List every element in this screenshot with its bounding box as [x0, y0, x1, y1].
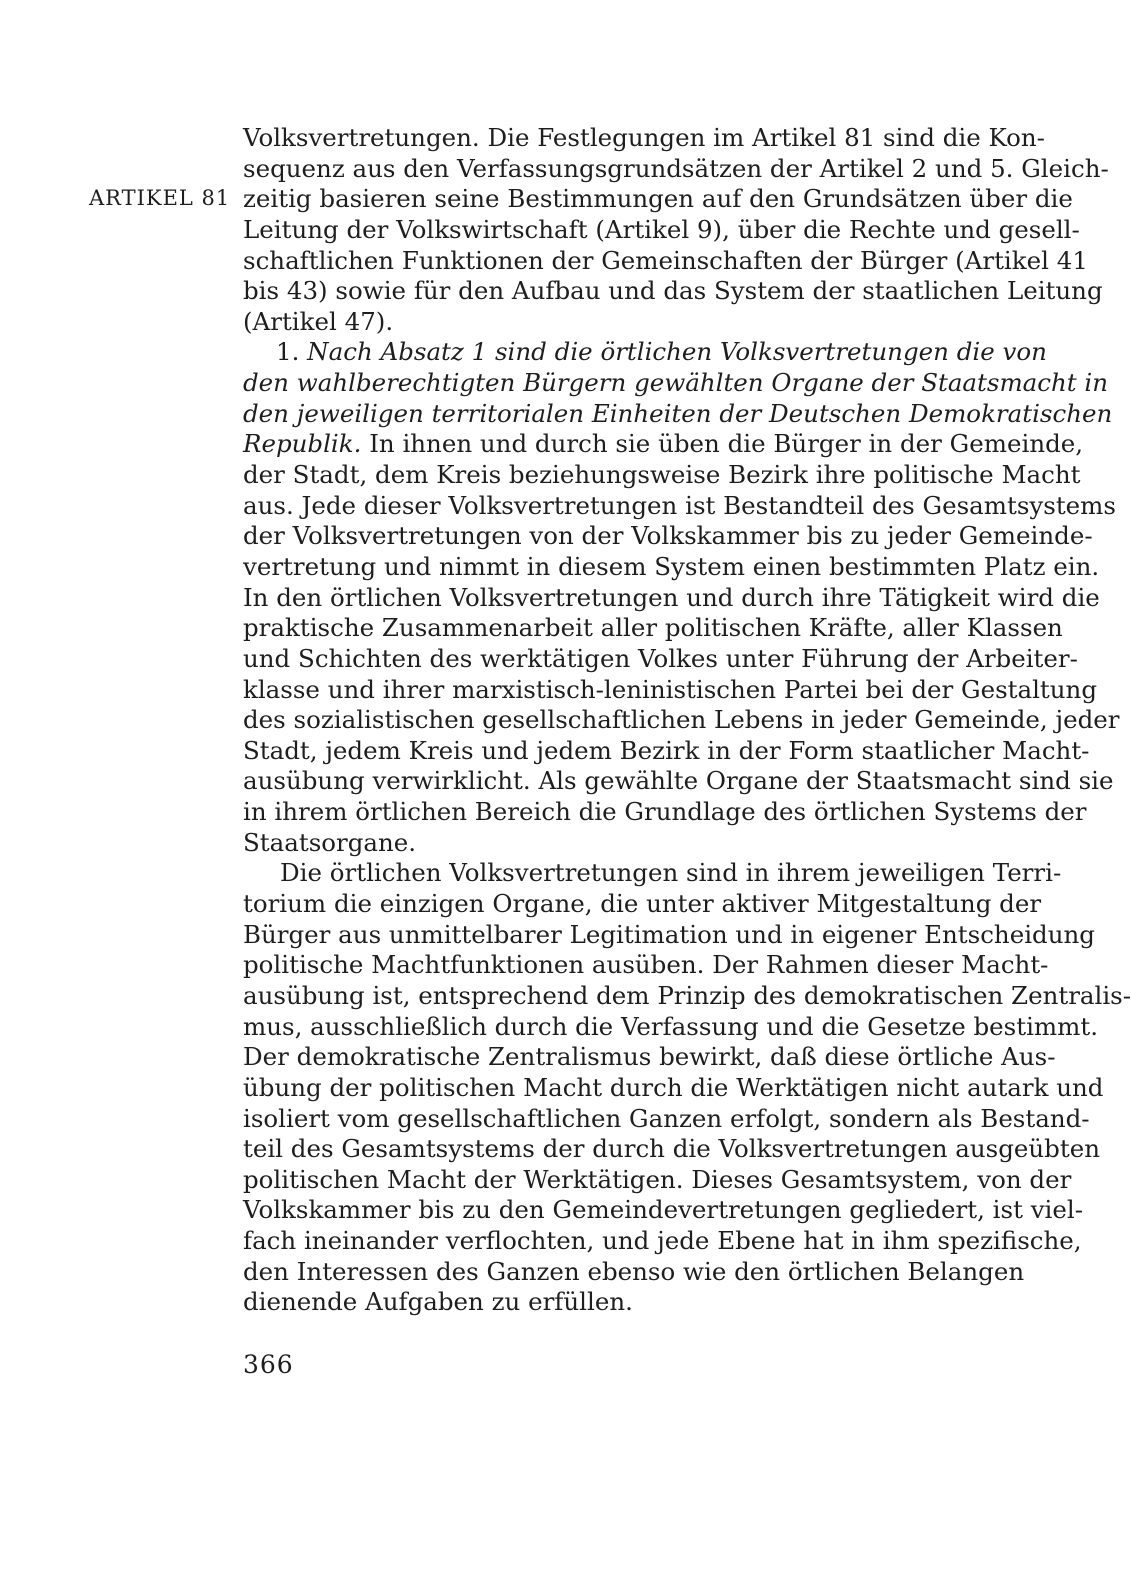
text-line: den wahlberechtigten Bürgern gewählten Organe der Staatsmacht in — [243, 368, 1109, 398]
margin-article-label: ARTIKEL 81 — [89, 186, 231, 210]
text-line — [243, 429, 1084, 460]
text-line: des sozialistischen gesellschaftlichen Lebens in jeder Gemeinde, jeder — [243, 705, 1120, 735]
text-line: Volkskammer bis zu den Gemeindevertretungen gegliedert, ist viel- — [243, 1195, 1084, 1225]
text-line: übung der politischen Macht durch die Werktätigen nicht autark und — [243, 1072, 1104, 1102]
text-line: und Schichten des werktätigen Volkes unter Führung der Arbeiter- — [243, 643, 1078, 673]
text-line: mus, ausschließlich durch die Verfassung und die Gesetze bestimmt. — [243, 1011, 1099, 1041]
text-line: ausübung ist, entsprechend dem Prinzip des demokratischen Zentralis- — [243, 980, 1131, 1010]
text-line: bis 43) sowie für den Aufbau und das System der staatlichen Leitung — [243, 276, 1103, 306]
text-line: praktische Zusammenarbeit aller politischen Kräfte, aller Klassen — [243, 613, 1063, 643]
section-number: 1. — [276, 337, 308, 367]
regular-text: In ihnen und durch sie üben die Bürger in der Gemeinde, — [361, 429, 1084, 459]
text-line: isoliert vom gesellschaftlichen Ganzen erfolgt, sondern als Bestand- — [243, 1103, 1090, 1133]
text-line: ausübung verwirklicht. Als gewählte Organe der Staatsmacht sind sie — [243, 766, 1114, 796]
text-line: Der demokratische Zentralismus bewirkt, daß diese örtliche Aus- — [243, 1042, 1056, 1072]
text-line: schaftlichen Funktionen der Gemeinschaften der Bürger (Artikel 41 — [243, 245, 1088, 275]
text-line: in ihrem örtlichen Bereich die Grundlage des örtlichen Systems der — [243, 797, 1087, 827]
text-line: den jeweiligen territorialen Einheiten der Deutschen Demokratischen — [243, 398, 1113, 428]
text-line: klasse und ihrer marxistisch-leninistischen Partei bei der Gestaltung — [243, 674, 1098, 704]
page-number: 366 — [243, 1350, 294, 1379]
text-line: zeitig basieren seine Bestimmungen auf den Grundsätzen über die — [243, 184, 1073, 214]
paragraph-body — [243, 858, 1131, 1318]
text-line: In den örtlichen Volksvertretungen und durch ihre Tätigkeit wird die — [243, 582, 1100, 612]
text-line: Stadt, jedem Kreis und jedem Bezirk in der Form staatlicher Macht- — [243, 735, 1090, 765]
text-line: Staatsorgane. — [243, 827, 417, 857]
text-line: aus. Jede dieser Volksvertretungen ist Bestandteil des Gesamtsystems — [243, 490, 1116, 520]
text-line: Bürger aus unmittelbarer Legitimation und in eigener Entscheidung — [243, 919, 1095, 949]
text-line — [243, 337, 1047, 368]
text-line: der Stadt, dem Kreis beziehungsweise Bezirk ihre politische Macht — [243, 460, 1081, 490]
italic-text: Nach Absatz 1 sind die örtlichen Volksvertretungen die von — [307, 337, 1047, 367]
italic-text: Republik. — [243, 429, 362, 459]
text-line: Leitung der Volkswirtschaft (Artikel 9), über die Rechte und gesell- — [243, 214, 1080, 244]
text-line: vertretung und nimmt in diesem System einen bestimmten Platz ein. — [243, 551, 1100, 581]
text-line: dienende Aufgaben zu erfüllen. — [243, 1287, 633, 1317]
text-line: der Volksvertretungen von der Volkskammer bis zu jeder Gemeinde- — [243, 521, 1093, 551]
paragraph-section-1 — [243, 337, 1120, 858]
text-line: Die örtlichen Volksvertretungen sind in ihrem jeweiligen Terri- — [280, 858, 1062, 888]
text-line: politische Machtfunktionen ausüben. Der Rahmen dieser Macht- — [243, 950, 1049, 980]
text-line: torium die einzigen Organe, die unter aktiver Mitgestaltung der — [243, 889, 1042, 919]
text-line: (Artikel 47). — [243, 306, 394, 336]
text-line: sequenz aus den Verfassungsgrundsätzen der Artikel 2 und 5. Gleich- — [243, 153, 1109, 183]
body-text — [243, 123, 1131, 1318]
paragraph-continuation — [243, 123, 1109, 337]
text-line: politischen Macht der Werktätigen. Dieses Gesamtsystem, von der — [243, 1164, 1072, 1194]
text-line: Volksvertretungen. Die Festlegungen im Artikel 81 sind die Kon- — [243, 123, 1045, 152]
text-line: den Interessen des Ganzen ebenso wie den örtlichen Belangen — [243, 1256, 1025, 1286]
text-line: teil des Gesamtsystems der durch die Volksvertretungen ausgeübten — [243, 1134, 1100, 1164]
text-line: fach ineinander verflochten, und jede Ebene hat in ihm spezifische, — [243, 1226, 1082, 1256]
